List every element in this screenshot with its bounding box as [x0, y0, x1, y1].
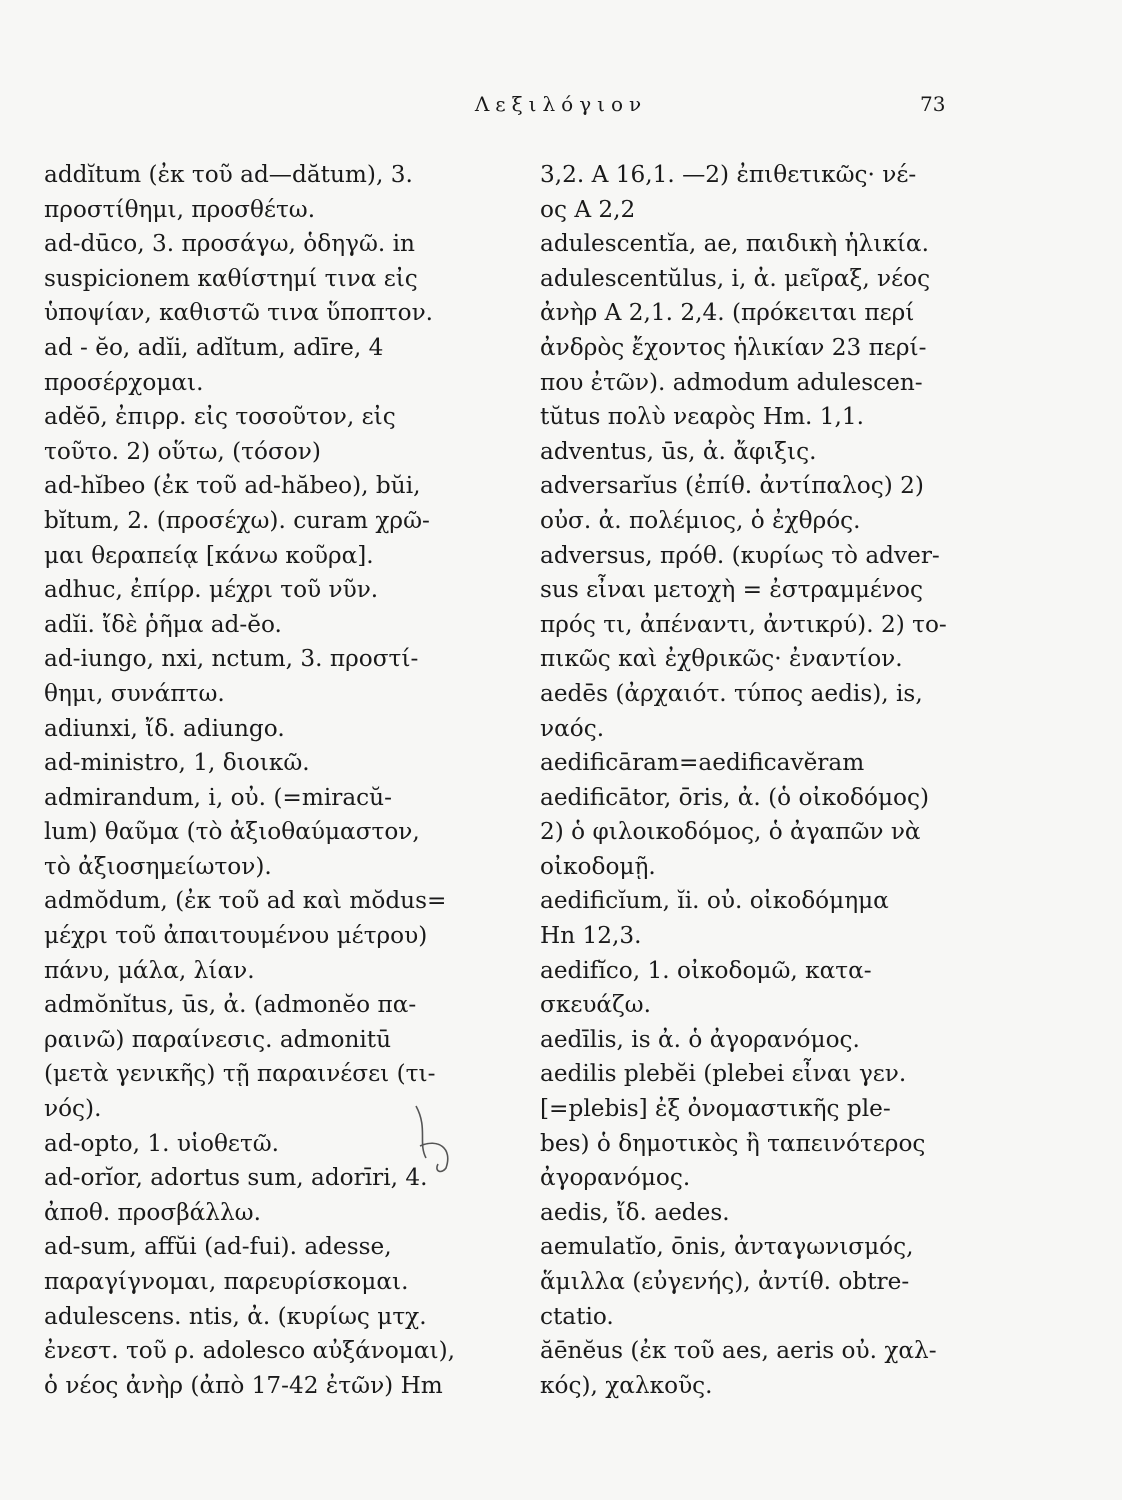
entry-line: ἀνὴρ A 2,1. 2,4. (πρόκειται περί — [540, 299, 915, 327]
entry-line: ad-dūco, 3. προσάγω, ὁδηγῶ. in — [44, 230, 415, 258]
entry-line: aedīlis, is ἀ. ὁ ἀγορανόμος. — [540, 1025, 860, 1053]
entry-line: νός). — [44, 1095, 102, 1123]
entry-line: adventus, ūs, ἀ. ἄφιξις. — [540, 437, 817, 465]
entry-line: adversus, πρόθ. (κυρίως τὸ adver- — [540, 541, 940, 569]
entry-line: adulescentŭlus, i, ἀ. μεῖραξ, νέος — [540, 264, 931, 292]
entry-line: adulescens. ntis, ἀ. (κυρίως μτχ. — [44, 1302, 427, 1330]
entry-line: σκευάζω. — [540, 991, 651, 1019]
entry-line: ad-hĭbeo (ἐκ τοῦ ad-hăbeo), bŭi, — [44, 472, 421, 500]
entry-line: (μετὰ γενικῆς) τῇ παραινέσει (τι- — [44, 1060, 436, 1088]
entry-line: που ἐτῶν). admodum adulescen- — [540, 368, 923, 396]
handwritten-mark — [398, 1098, 468, 1178]
entry-line: μαι θεραπείᾳ [κάνω κοῦρα]. — [44, 541, 374, 569]
entry-line: τοῦτο. 2) οὕτω, (τόσον) — [44, 437, 321, 465]
entry-line: μέχρι τοῦ ἀπαιτουμένου μέτρου) — [44, 922, 428, 950]
entry-line: 2) ὁ φιλοικοδόμος, ὁ ἀγαπῶν νὰ — [540, 818, 921, 846]
entry-line: ad-ministro, 1, διοικῶ. — [44, 749, 310, 777]
entry-line: adulescentĭa, ae, παιδικὴ ἡλικία. — [540, 230, 929, 258]
entry-line: 3,2. A 16,1. —2) ἐπιθετικῶς· νέ- — [540, 161, 917, 188]
entry-line: θημι, συνάπτω. — [44, 679, 225, 707]
entry-line: adhuc, ἐπίρρ. μέχρι τοῦ νῦν. — [44, 576, 379, 604]
entry-line: [=plebis] ἐξ ὀνομαστικῆς ple- — [540, 1095, 891, 1123]
entry-line: ad-sum, affŭi (ad-fui). adesse, — [44, 1233, 392, 1261]
running-title: Λεξιλόγιον — [474, 92, 648, 116]
entry-line: ad-iungo, nxi, nctum, 3. προστί- — [44, 645, 419, 673]
entry-line: ad-orĭor, adortus sum, adorīri, 4. — [44, 1164, 428, 1192]
entry-line: adversarĭus (ἐπίθ. ἀντίπαλος) 2) — [540, 472, 924, 500]
entry-line: ἐνεστ. τοῦ ρ. adolesco αὐξάνομαι), — [44, 1337, 456, 1365]
entry-line: aedifĭco, 1. οἰκοδομῶ, κατα- — [540, 956, 872, 984]
entry-line: παραγίγνομαι, παρευρίσκομαι. — [44, 1268, 409, 1295]
entry-line: πικῶς καὶ ἐχθρικῶς· ἐναντίον. — [540, 645, 903, 673]
entry-line: suspicionem καθίστημί τινα εἰς — [44, 264, 418, 292]
entry-line: admŏdum, (ἐκ τοῦ ad καὶ mŏdus= — [44, 887, 447, 915]
entry-line: οἰκοδομῇ. — [540, 852, 656, 880]
entry-line: ăēnĕus (ἐκ τοῦ aes, aeris οὐ. χαλ- — [540, 1337, 937, 1365]
entry-line: ctatio. — [540, 1302, 614, 1330]
entry-line: admŏnĭtus, ūs, ἀ. (admonĕo πα- — [44, 991, 417, 1019]
entry-line: aedificātor, ōris, ἀ. (ὁ οἰκοδόμος) — [540, 783, 930, 811]
entry-line: προσέρχομαι. — [44, 368, 204, 396]
entry-line: ad - ĕo, adĭi, adĭtum, adīre, 4 — [44, 333, 384, 361]
page-number: 73 — [920, 92, 946, 116]
entry-line: κός), χαλκοῦς. — [540, 1371, 713, 1399]
left-column — [44, 158, 516, 1403]
entry-line: tŭtus πολὺ νεαρὸς Hm. 1,1. — [540, 403, 865, 431]
entry-line: ad-opto, 1. υἱοθετῶ. — [44, 1129, 280, 1157]
right-column — [540, 158, 1002, 1403]
entry-line: adĕō, ἐπιρρ. εἰς τοσοῦτον, εἰς — [44, 403, 396, 431]
entry-line: adiunxi, ἴδ. adiungo. — [44, 714, 285, 742]
entry-line: aedis, ἴδ. aedes. — [540, 1198, 730, 1226]
entry-line: ὑποψίαν, καθιστῶ τινα ὕποπτον. — [44, 299, 434, 327]
entry-line: ναός. — [540, 714, 605, 742]
entry-line: προστίθημι, προσθέτω. — [44, 195, 316, 223]
entry-line: ἅμιλλα (εὐγενής), ἀντίθ. obtre- — [540, 1268, 910, 1295]
entry-line: aedificĭum, ĭi. οὐ. οἰκοδόμημα — [540, 887, 889, 915]
entry-line: ἀγορανόμος. — [540, 1164, 691, 1192]
entry-line: οὐσ. ἀ. πολέμιος, ὁ ἐχθρός. — [540, 506, 861, 534]
entry-line: τὸ ἀξιοσημείωτον). — [44, 852, 272, 880]
entry-line: sus εἶναι μετοχὴ = ἐστραμμένος — [540, 576, 923, 604]
entry-line: aedēs (ἀρχαιότ. τύπος aedis), is, — [540, 679, 923, 707]
entry-line: aemulatĭo, ōnis, ἀνταγωνισμός, — [540, 1233, 914, 1261]
entry-line: admirandum, i, οὐ. (=miracŭ- — [44, 783, 392, 811]
entry-line: aedificāram=aedificavĕram — [540, 749, 865, 777]
entry-line: πρός τι, ἀπέναντι, ἀντικρύ). 2) το- — [540, 610, 947, 638]
entry-line: bes) ὁ δημοτικὸς ἢ ταπεινότερος — [540, 1129, 926, 1157]
entry-line: bĭtum, 2. (προσέχω). curam χρῶ- — [44, 506, 430, 534]
entry-line: πάνυ, μάλα, λίαν. — [44, 956, 255, 984]
entry-line: adĭi. ἴδὲ ῥῆμα ad-ĕo. — [44, 610, 282, 638]
entry-line: ἀποθ. προσβάλλω. — [44, 1198, 261, 1226]
entry-line: lum) θαῦμα (τὸ ἀξιοθαύμαστον, — [44, 818, 420, 846]
entry-line: ος A 2,2 — [540, 195, 636, 223]
entry-line: ἀνδρὸς ἔχοντος ἡλικίαν 23 περί- — [540, 333, 927, 361]
entry-line: ὁ νέος ἀνὴρ (ἀπὸ 17-42 ἐτῶν) Hm — [44, 1371, 443, 1399]
entry-line: ραινῶ) παραίνεσις. admonitū — [44, 1025, 392, 1053]
entry-line: Hn 12,3. — [540, 922, 642, 950]
entry-line: aedilis plebĕi (plebei εἶναι γεν. — [540, 1060, 907, 1088]
entry-line: addĭtum (ἐκ τοῦ ad—dătum), 3. — [44, 161, 413, 188]
